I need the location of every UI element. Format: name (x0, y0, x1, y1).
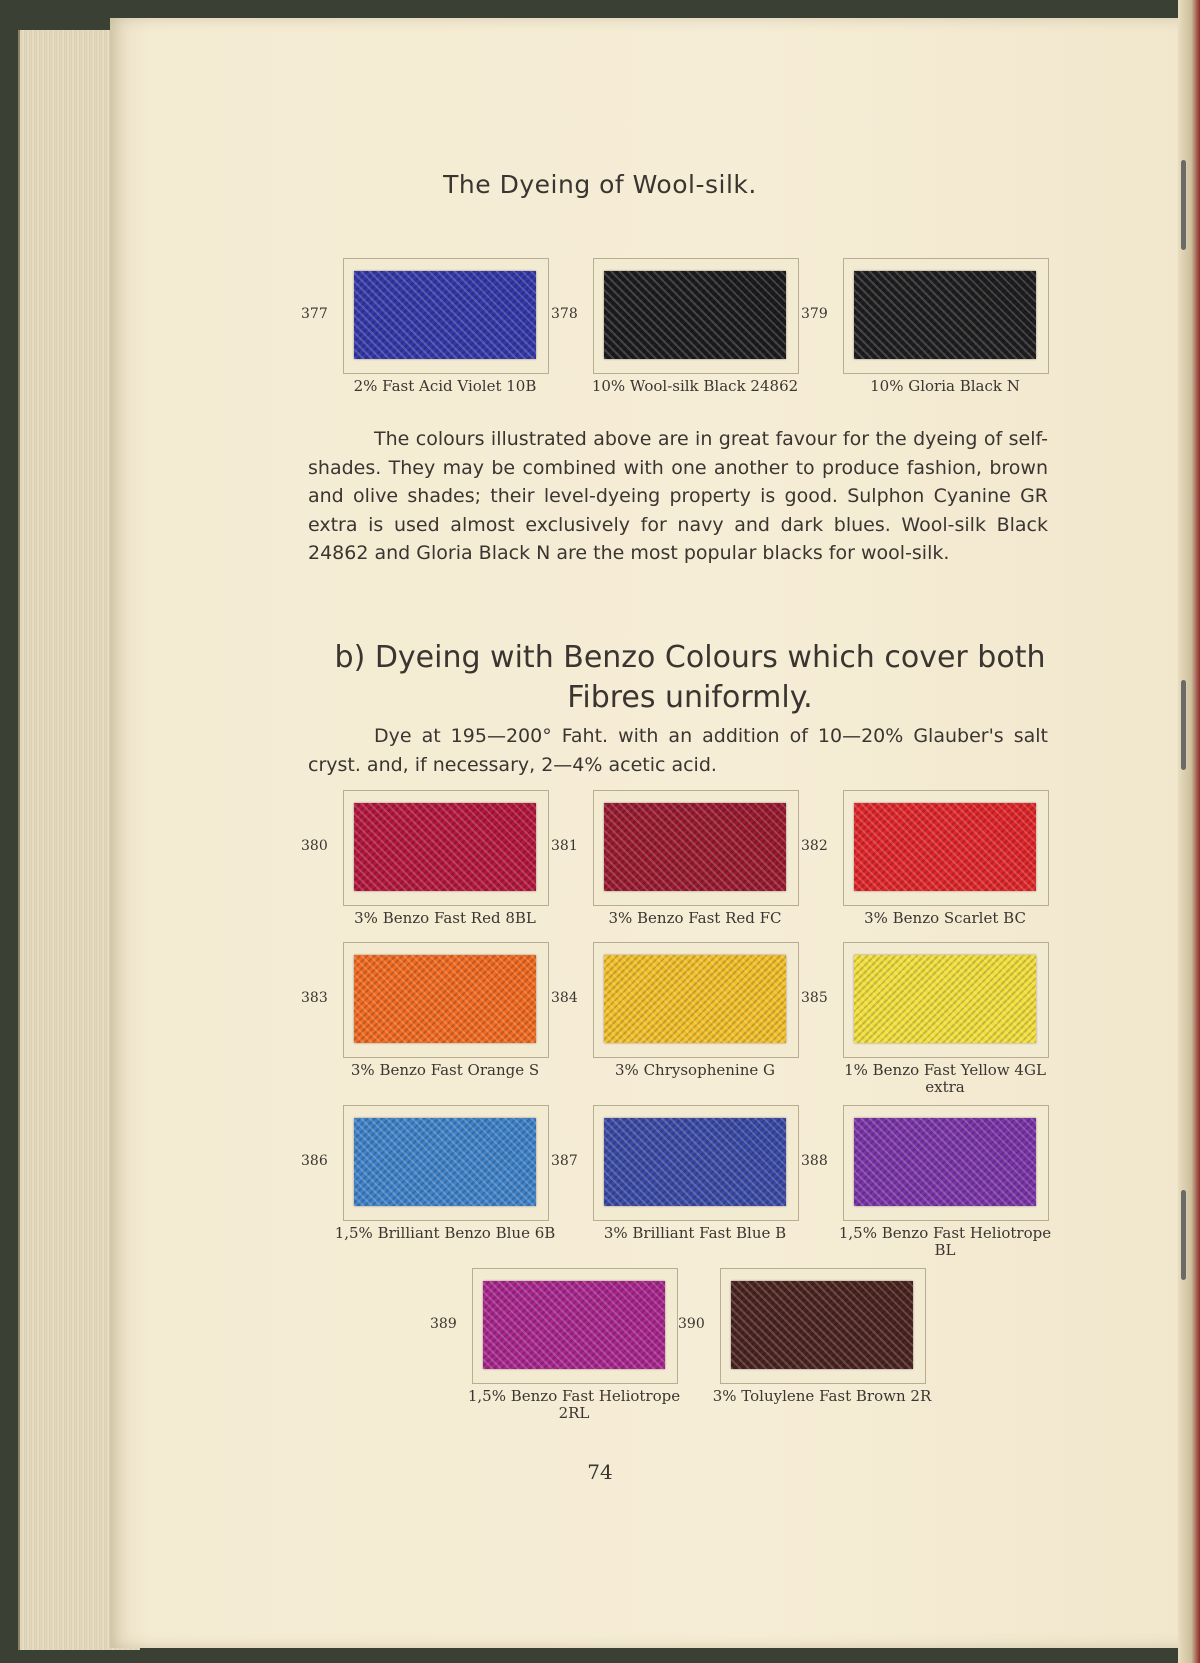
binding-clip-bottom (1181, 1190, 1186, 1280)
sample-label: 3% Benzo Fast Red FC (608, 909, 782, 927)
sample-number: 380 (301, 838, 328, 854)
fabric-swatch (604, 1118, 786, 1206)
fabric-swatch (854, 1118, 1036, 1206)
sample-frame (593, 942, 799, 1058)
body-paragraph-2 (308, 722, 1048, 779)
sample-number: 383 (301, 990, 328, 1006)
page-number: 74 (587, 1460, 613, 1484)
sample-number: 379 (801, 306, 828, 322)
sample-number: 390 (678, 1316, 705, 1332)
sample-label: 10% Gloria Black N (870, 377, 1020, 395)
sample-label: 3% Benzo Scarlet BC (864, 909, 1026, 927)
fabric-swatch (604, 955, 786, 1043)
sample-label: 3% Chrysophenine G (615, 1061, 775, 1079)
section-heading: b) Dyeing with Benzo Colours which cover both Fibres uniformly. (334, 640, 1046, 715)
sample-frame (343, 790, 549, 906)
sample-frame (843, 790, 1049, 906)
sample-382 (801, 790, 1143, 940)
sample-label: 1,5% Brilliant Benzo Blue 6B (334, 1224, 556, 1242)
sample-label: 3% Toluylene Fast Brown 2R (712, 1387, 932, 1405)
sample-frame (343, 258, 549, 374)
fabric-swatch (604, 803, 786, 891)
sample-number: 387 (551, 1153, 578, 1169)
sample-number: 389 (430, 1316, 457, 1332)
sample-frame (343, 1105, 549, 1221)
fabric-swatch (354, 955, 536, 1043)
fabric-swatch (731, 1281, 913, 1369)
sample-label: 1,5% Benzo Fast Heliotrope 2RL (467, 1387, 681, 1422)
sample-number: 384 (551, 990, 578, 1006)
sample-label: 3% Benzo Fast Orange S (350, 1061, 540, 1079)
fabric-swatch (354, 271, 536, 359)
sample-frame (472, 1268, 678, 1384)
sample-frame (720, 1268, 926, 1384)
sample-frame (843, 942, 1049, 1058)
fabric-swatch (854, 955, 1036, 1043)
fabric-swatch (354, 1118, 536, 1206)
sample-frame (593, 258, 799, 374)
sample-379 (801, 258, 1143, 408)
fabric-swatch (483, 1281, 665, 1369)
page-title: The Dyeing of Wool-silk. (443, 170, 757, 199)
sample-label: 3% Brilliant Fast Blue B (603, 1224, 787, 1242)
sample-label: 3% Benzo Fast Red 8BL (354, 909, 536, 927)
sample-number: 382 (801, 838, 828, 854)
sample-number: 386 (301, 1153, 328, 1169)
sample-frame (843, 1105, 1049, 1221)
paragraph-text: The colours illustrated above are in great favour for the dyeing of self-shades. They may be combined with one another to produce fashion, brown and olive shades; their level-dyeing property is good. Sulphon Cyanine GR extra is used almost exclusively for navy and dark blues. Wool-silk Black 24862 and Gloria Black N are the most popular blacks for wool-silk. (308, 428, 1048, 564)
sample-frame (593, 1105, 799, 1221)
paragraph-text: Dye at 195—200° Faht. with an addition of 10—20% Glauber's salt cryst. and, if necessary, 2—4% acetic acid. (308, 725, 1048, 776)
sample-label: 2% Fast Acid Violet 10B (353, 377, 537, 395)
sample-number: 388 (801, 1153, 828, 1169)
sample-390 (678, 1268, 1020, 1418)
sample-number: 378 (551, 306, 578, 322)
fabric-swatch (854, 803, 1036, 891)
fabric-swatch (604, 271, 786, 359)
sample-frame (343, 942, 549, 1058)
sample-frame (593, 790, 799, 906)
sample-number: 385 (801, 990, 828, 1006)
sample-frame (843, 258, 1049, 374)
sample-label: 1% Benzo Fast Yellow 4GL extra (844, 1061, 1046, 1096)
sample-label: 10% Wool-silk Black 24862 (591, 377, 799, 395)
sample-388 (801, 1105, 1143, 1259)
sample-label: 1,5% Benzo Fast Heliotrope BL (838, 1224, 1052, 1259)
fabric-swatch (354, 803, 536, 891)
body-paragraph-1 (308, 425, 1048, 568)
binding-clip-middle (1181, 680, 1186, 770)
sample-385 (801, 942, 1143, 1096)
sample-number: 377 (301, 306, 328, 322)
sample-number: 381 (551, 838, 578, 854)
fabric-swatch (854, 271, 1036, 359)
